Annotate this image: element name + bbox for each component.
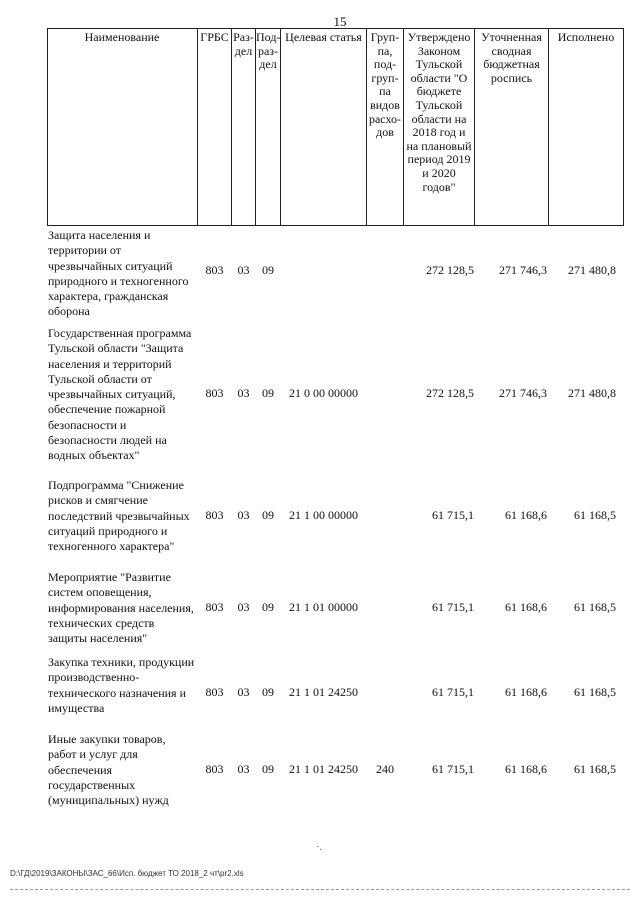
- cell-grbs: 803: [205, 386, 224, 400]
- cell-razdel: 03: [237, 386, 250, 400]
- row-name: Государственная программа Тульской области "Защита населения и территорий Тульской области от чрезвычайных ситуаций, обеспечение пожарной безопасности и безопасности людей на водных объектах": [48, 326, 192, 463]
- cell-ispolneno: 271 480,8: [568, 263, 616, 277]
- header-name: Наименование: [84, 30, 160, 44]
- cell-utverzhdeno: 61 715,1: [432, 600, 474, 614]
- footer-file-path: D:\ГД\2019\ЗАКОНЫ\ЗАС_66\Исп. бюджет ТО 2018_2 чт\pr2.xls: [10, 869, 244, 878]
- cell-ispolneno: 61 168,5: [574, 762, 616, 776]
- cell-podrazdel: 09: [262, 762, 274, 776]
- cell-podrazdel: 09: [262, 685, 274, 699]
- cell-utverzhdeno: 272 128,5: [426, 263, 474, 277]
- cell-razdel: 03: [237, 600, 250, 614]
- cell-utochnennaya: 61 168,6: [505, 600, 547, 614]
- header-razdel: Раз- дел: [233, 30, 254, 58]
- row-name: Мероприятие "Развитие систем оповещения, информирования населения, технических средств защиты населения": [48, 570, 194, 646]
- header-tselevaya-statya: Целевая статья: [285, 30, 362, 44]
- cell-utochnennaya: 61 168,6: [505, 508, 547, 522]
- cell-tselevaya-statya: 21 0 00 00000: [289, 386, 358, 400]
- row-name: Закупка техники, продукции производственно-технического назначения и имущества: [48, 655, 195, 715]
- cell-utochnennaya: 271 746,3: [499, 263, 547, 277]
- scan-speck: ·.: [316, 842, 322, 853]
- cell-ispolneno: 61 168,5: [574, 600, 616, 614]
- column-divider: [197, 28, 198, 225]
- column-divider: [280, 28, 281, 225]
- row-name: Защита населения и территории от чрезвычайных ситуаций природного и техногенного характера, гражданская оборона: [48, 228, 189, 319]
- cell-ispolneno: 61 168,5: [574, 685, 616, 699]
- cell-utochnennaya: 61 168,6: [505, 762, 547, 776]
- cell-podrazdel: 09: [262, 263, 274, 277]
- column-divider: [47, 28, 48, 225]
- cell-podrazdel: 09: [262, 386, 274, 400]
- column-divider: [623, 28, 624, 225]
- cell-podrazdel: 09: [262, 508, 274, 522]
- cell-utverzhdeno: 272 128,5: [426, 386, 474, 400]
- cell-razdel: 03: [237, 508, 250, 522]
- row-name: Иные закупки товаров, работ и услуг для обеспечения государственных (муниципальных) нужд: [48, 732, 169, 808]
- cell-tselevaya-statya: 21 1 01 00000: [289, 600, 358, 614]
- header-ispolneno: Исполнено: [557, 30, 615, 44]
- header-gruppa-vidov-rashodov: Груп- па, под- груп- па видов расхо- дов: [368, 30, 402, 140]
- page-number: 15: [333, 14, 347, 29]
- header-utochnennaya: Уточненная сводная бюджетная роспись: [481, 30, 542, 85]
- cell-vid-rashodov: 240: [376, 762, 394, 776]
- cell-razdel: 03: [237, 263, 250, 277]
- cell-utochnennaya: 61 168,6: [505, 685, 547, 699]
- cell-podrazdel: 09: [262, 600, 274, 614]
- table-header-top-border: [47, 28, 624, 29]
- header-grbs: ГРБС: [200, 30, 229, 44]
- cell-utochnennaya: 271 746,3: [499, 386, 547, 400]
- cell-tselevaya-statya: 21 1 01 24250: [289, 762, 358, 776]
- cell-ispolneno: 271 480,8: [568, 386, 616, 400]
- cell-tselevaya-statya: 21 1 01 24250: [289, 685, 358, 699]
- table-header-bottom-border: [47, 225, 624, 226]
- cell-razdel: 03: [237, 685, 250, 699]
- row-name: Подпрограмма "Снижение рисков и смягчение последствий чрезвычайных ситуаций природного и техногенного характера": [48, 478, 190, 554]
- cell-ispolneno: 61 168,5: [574, 508, 616, 522]
- cell-grbs: 803: [205, 762, 224, 776]
- cell-razdel: 03: [237, 762, 250, 776]
- cell-tselevaya-statya: 21 1 00 00000: [289, 508, 358, 522]
- header-podrazdel: Под- раз- дел: [256, 30, 281, 72]
- cell-grbs: 803: [205, 508, 224, 522]
- cell-utverzhdeno: 61 715,1: [432, 762, 474, 776]
- cell-grbs: 803: [205, 263, 224, 277]
- bottom-rule: [10, 889, 630, 890]
- column-divider: [548, 28, 549, 225]
- cell-utverzhdeno: 61 715,1: [432, 685, 474, 699]
- header-utverzhdeno: Утверждено Законом Тульской области "О бюджете Тульской области на 2018 год и на плановый период 2019 и 2020 годов": [406, 30, 472, 194]
- cell-grbs: 803: [205, 600, 224, 614]
- cell-utverzhdeno: 61 715,1: [432, 508, 474, 522]
- cell-grbs: 803: [205, 685, 224, 699]
